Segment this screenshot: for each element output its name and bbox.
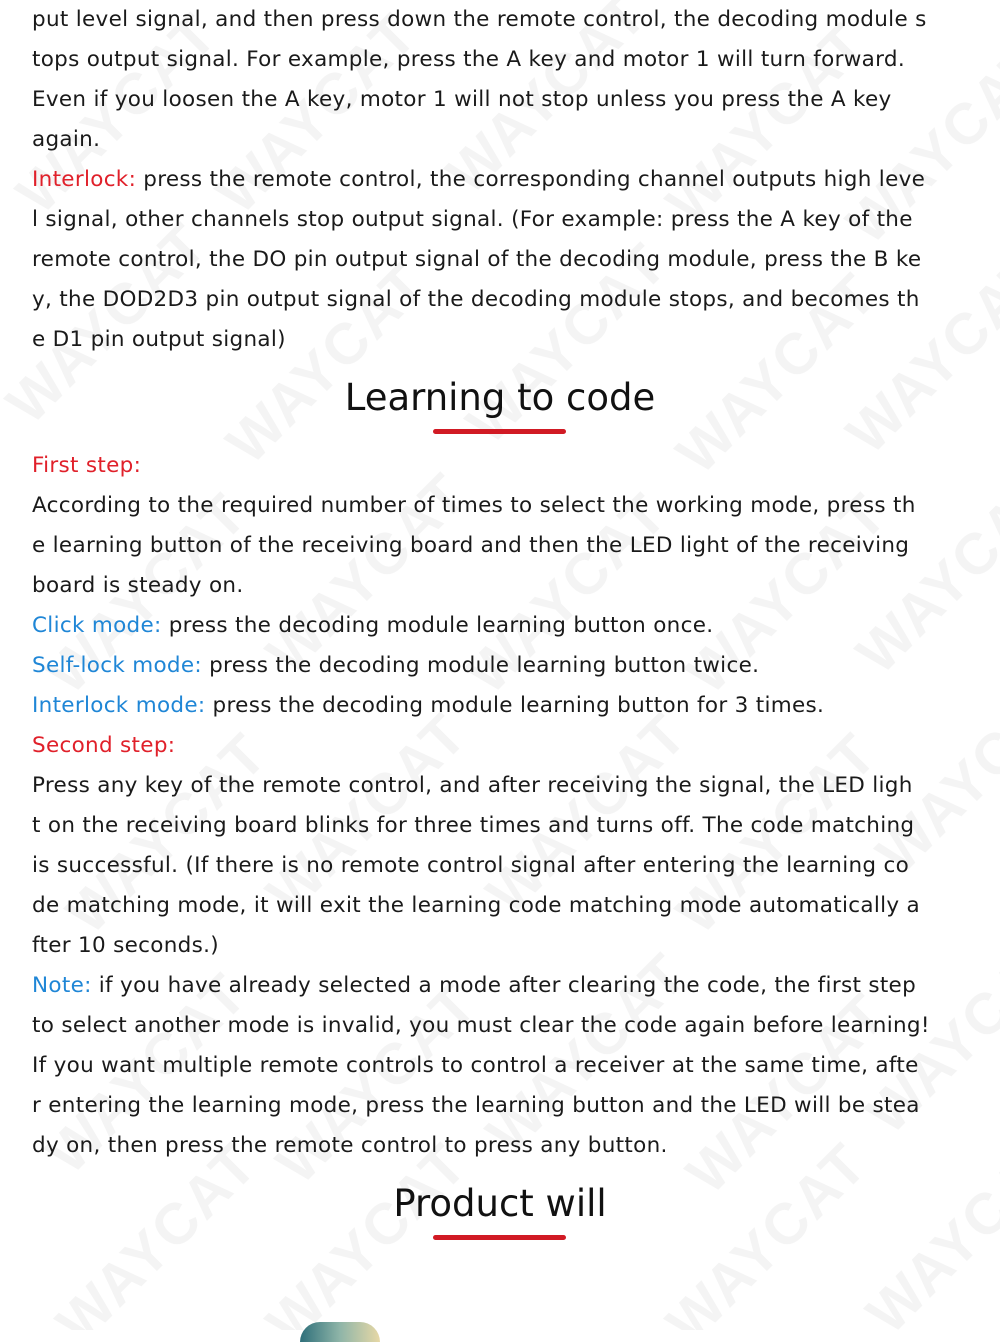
- mode-self-lock: [32, 646, 982, 686]
- intro-paragraph: [32, 0, 982, 160]
- section-underline: [433, 429, 566, 434]
- mode-interlock-label: Interlock mode:: [32, 693, 206, 718]
- first-step-paragraph: [32, 486, 982, 606]
- mode-interlock-text: press the decoding module learning button for 3 times.: [205, 693, 825, 718]
- mode-self-lock-text: press the decoding module learning button twice.: [201, 653, 760, 678]
- second-step-text: Press any key of the remote control, and after receiving the signal, the LED ligh t on the receiving board blinks for three times and turns off. The code matching is successful. (If there is no remote control signal after entering the learning co de matching mode, it will exit the learning code matching mode automatically a fter 10 seconds.): [32, 773, 921, 958]
- section-underline: [433, 1235, 566, 1240]
- second-step-label: Second step:: [32, 733, 176, 758]
- mode-click-text: press the decoding module learning button once.: [161, 613, 714, 638]
- note-paragraph: [32, 966, 982, 1166]
- interlock-label: Interlock:: [32, 167, 137, 192]
- product-image-edge: [300, 1322, 380, 1342]
- mode-self-lock-label: Self-lock mode:: [32, 653, 202, 678]
- mode-click-label: Click mode:: [32, 613, 162, 638]
- first-step-label: First step:: [32, 453, 142, 478]
- note-label: Note:: [32, 973, 92, 998]
- intro-text: put level signal, and then press down the remote control, the decoding module s tops output signal. For example, press the A key and motor 1 will turn forward. Even if you loosen the A key, motor 1 will not stop unless you press the A key again.: [32, 7, 927, 152]
- mode-click: [32, 606, 982, 646]
- interlock-paragraph: [32, 160, 982, 360]
- second-step-paragraph: [32, 766, 982, 966]
- first-step-text: According to the required number of times to select the working mode, press th e learning button of the receiving board and then the LED light of the receiving board is steady on.: [32, 493, 916, 598]
- mode-interlock: [32, 686, 982, 726]
- interlock-text: press the remote control, the corresponding channel outputs high leve l signal, other channels stop output signal. (For example: press the A key of the remote control, the DO pin output signal of the decoding module, press the B ke y, the DOD2D3 pin output signal of the decoding module stops, and becomes th e D1 pin output signal): [32, 167, 926, 352]
- section-title-learning: Learning to code: [344, 376, 656, 419]
- section-title-product: Product will: [393, 1182, 607, 1225]
- note-text: if you have already selected a mode after clearing the code, the first step to select another mode is invalid, you must clear the code again before learning! If you want multiple remote controls to control a receiver at the same time, afte r entering the learning mode, press the learning button and the LED will be stea dy on, then press the remote control to press any button.: [32, 973, 930, 1158]
- second-step-label-line: [32, 726, 982, 766]
- first-step-label-line: [32, 446, 982, 486]
